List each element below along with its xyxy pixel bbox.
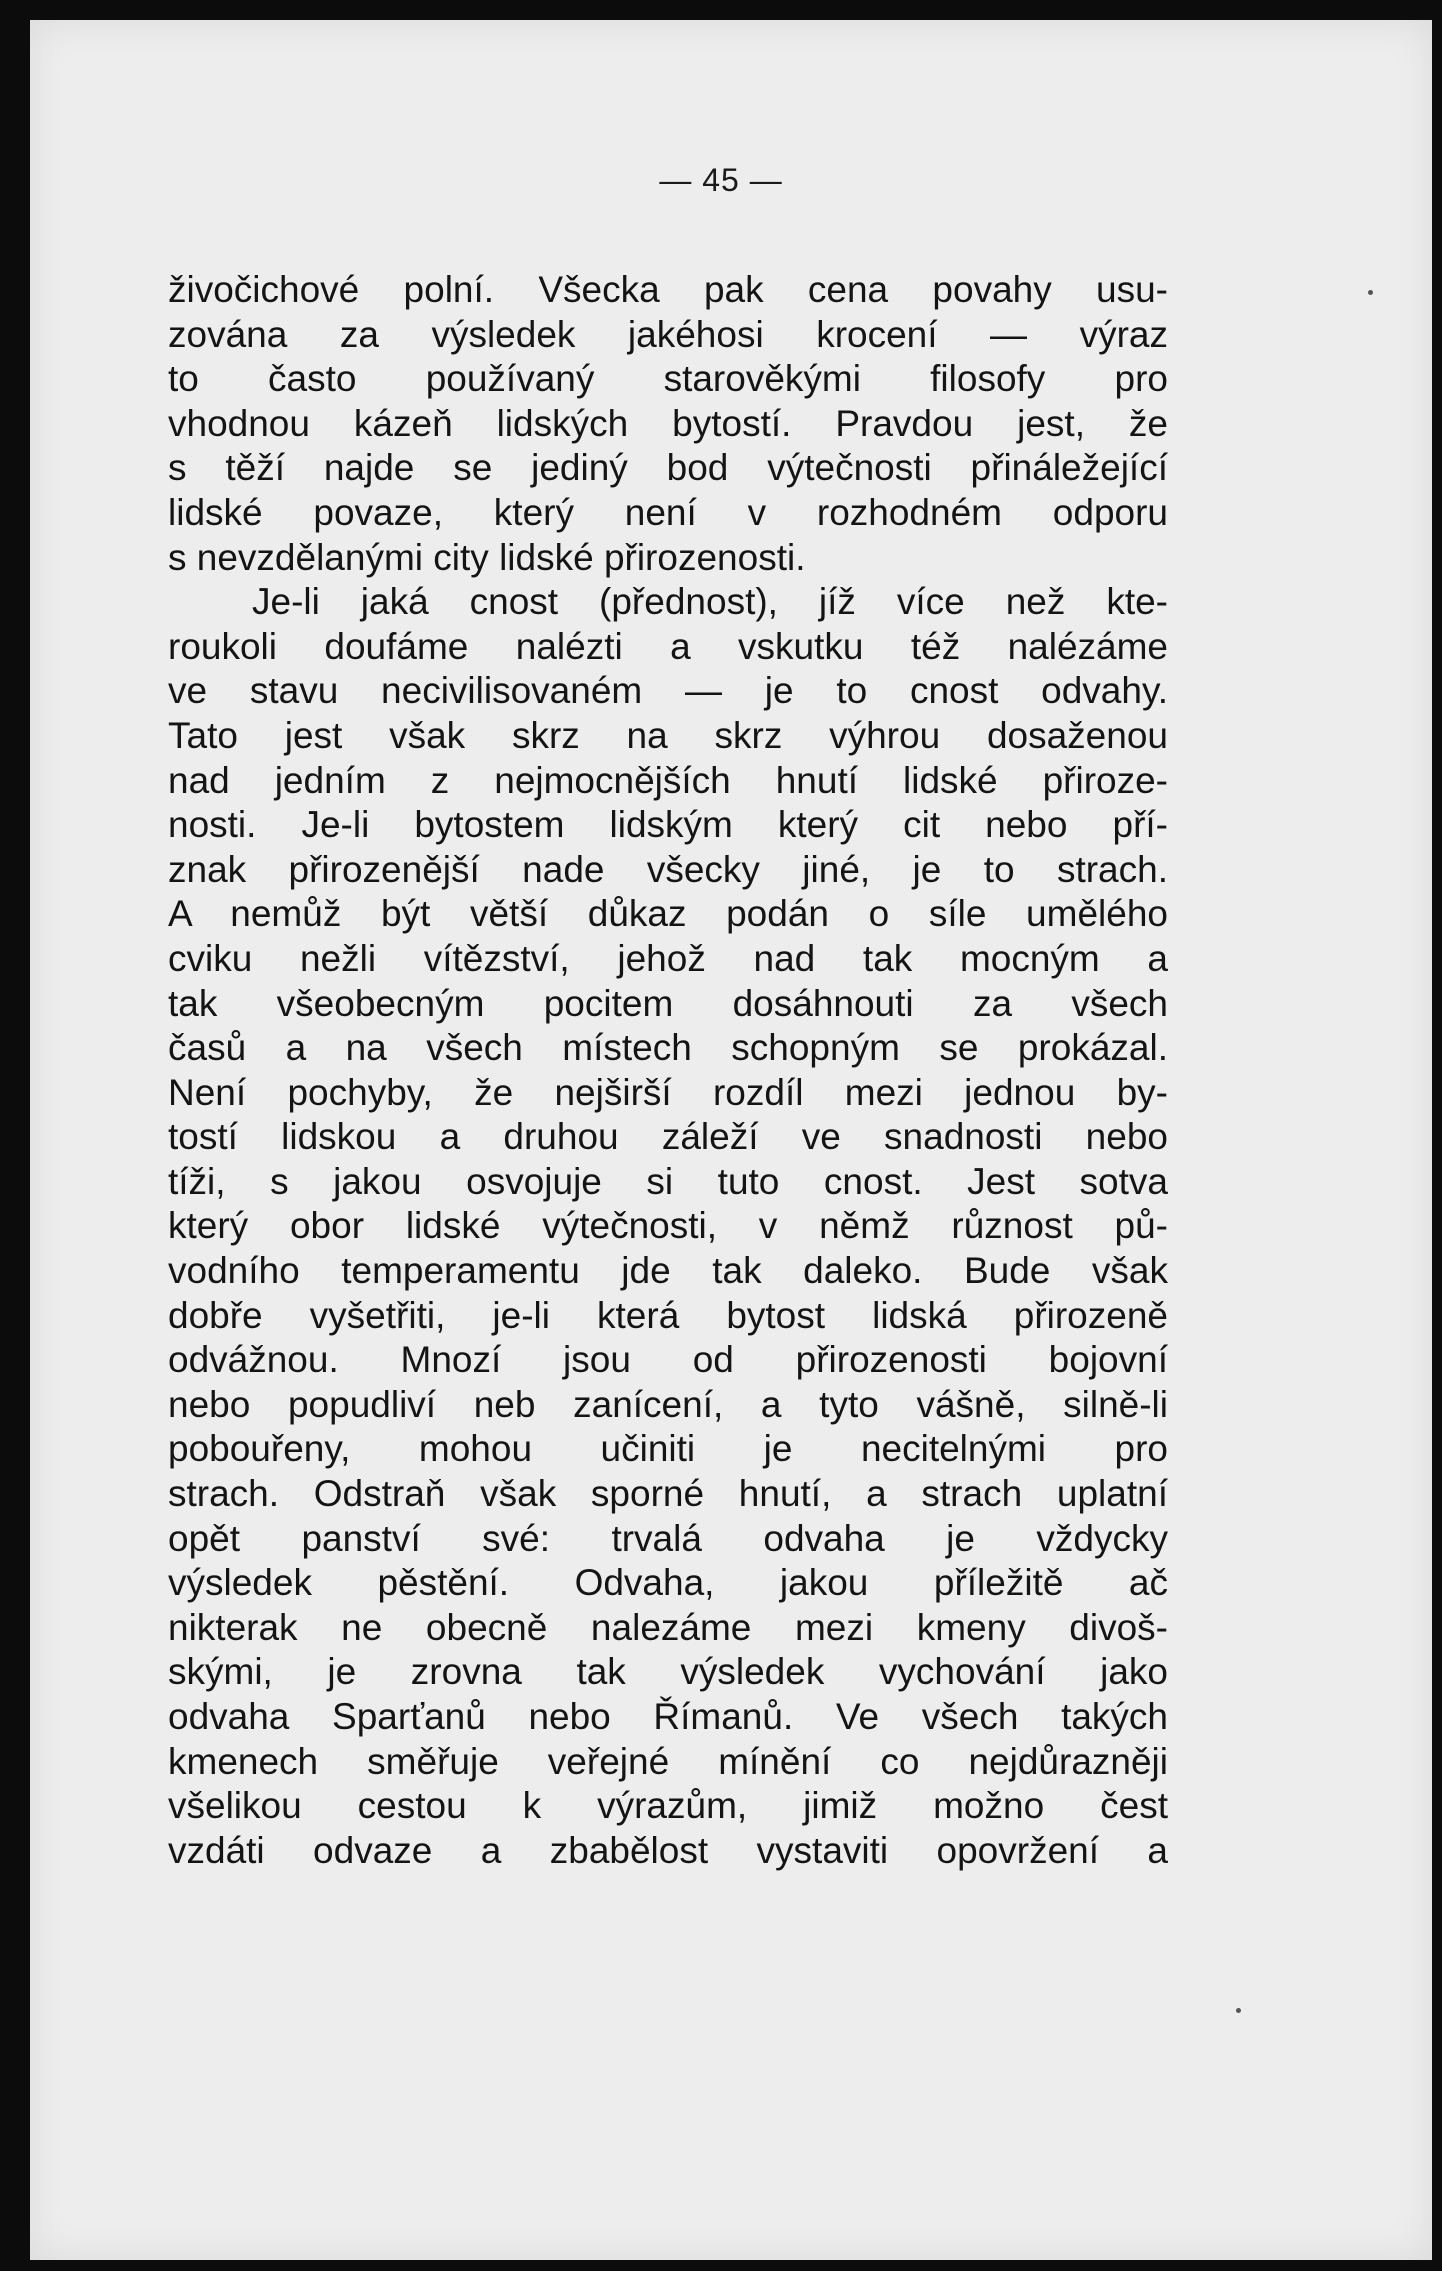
text-line: pobouřeny, mohou učiniti je necitelnými pro [168, 1428, 1168, 1470]
text-line: živočichové polní. Všecka pak cena povahy usu- [168, 269, 1168, 310]
text-line: strach. Odstraň však sporné hnutí, a strach uplatní [168, 1473, 1168, 1515]
text-line: skými, je zrovna tak výsledek vychování jako [168, 1651, 1168, 1693]
text-line: Tato jest však skrz na skrz výhrou dosaženou [168, 714, 1168, 756]
text-line: Je-li jaká cnost (přednost), jíž více než kte- [252, 581, 1168, 623]
text-line: vhodnou kázeň lidských bytostí. Pravdou jest, že [168, 402, 1168, 444]
text-line: znak přirozenější nade všecky jiné, je to strach. [168, 848, 1168, 890]
text-line: s nevzdělanými city lidské přirozenosti. [168, 536, 806, 578]
text-line: roukoli doufáme nalézti a vskutku též nalézáme [168, 625, 1168, 667]
text-line: to často používaný starověkými filosofy pro [168, 358, 1168, 400]
page-number: — 45 — [659, 162, 783, 198]
text-line: nad jedním z nejmocnějších hnutí lidské přiroze- [168, 759, 1168, 801]
text-line: s těží najde se jediný bod výtečnosti přináležející [168, 447, 1168, 489]
text-line: odvaha Sparťanů nebo Římanů. Ve všech takých [168, 1696, 1168, 1737]
text-line: lidské povaze, který není v rozhodném odporu [168, 491, 1168, 533]
text-line: kmenech směřuje veřejné mínění co nejdůrazněji [168, 1740, 1168, 1782]
paper-speck [1368, 290, 1373, 295]
text-line: odvážnou. Mnozí jsou od přirozenosti bojovní [168, 1339, 1168, 1381]
text-line: ve stavu necivilisovaném — je to cnost odvahy. [168, 670, 1168, 712]
text-line: výsledek pěstění. Odvaha, jakou příležitě ač [168, 1562, 1168, 1604]
text-line: časů a na všech místech schopným se prokázal. [168, 1027, 1168, 1069]
text-line: nebo popudliví neb zanícení, a tyto vášně, silně-li [168, 1383, 1168, 1425]
text-line: vzdáti odvaze a zbabělost vystaviti opovržení a [168, 1829, 1168, 1871]
text-line: zována za výsledek jakéhosi krocení — výraz [168, 313, 1168, 355]
text-line: nikterak ne obecně nalezáme mezi kmeny divoš- [168, 1606, 1168, 1648]
text-line: cviku nežli vítězství, jehož nad tak mocným a [168, 937, 1168, 979]
text-line: dobře vyšetřiti, je-li která bytost lidská přirozeně [168, 1294, 1168, 1336]
text-line: tostí lidskou a druhou záleží ve snadnosti nebo [168, 1116, 1168, 1158]
paper-speck [1236, 2008, 1241, 2013]
text-line: tíži, s jakou osvojuje si tuto cnost. Jest sotva [168, 1160, 1168, 1202]
text-line: který obor lidské výtečnosti, v němž různost pů- [168, 1205, 1168, 1247]
text-line: všelikou cestou k výrazům, jimiž možno čest [168, 1785, 1168, 1827]
text-line: Není pochyby, že nejširší rozdíl mezi jednou by- [168, 1071, 1168, 1113]
body-text [168, 268, 1168, 1873]
text-line: A nemůž být větší důkaz podán o síle umělého [168, 893, 1168, 935]
text-line: nosti. Je-li bytostem lidským který cit nebo pří- [168, 804, 1168, 846]
text-line: vodního temperamentu jde tak daleko. Bude však [168, 1250, 1168, 1292]
text-line: tak všeobecným pocitem dosáhnouti za všech [168, 982, 1168, 1024]
text-line: opět panství své: trvalá odvaha je vždycky [168, 1517, 1168, 1559]
